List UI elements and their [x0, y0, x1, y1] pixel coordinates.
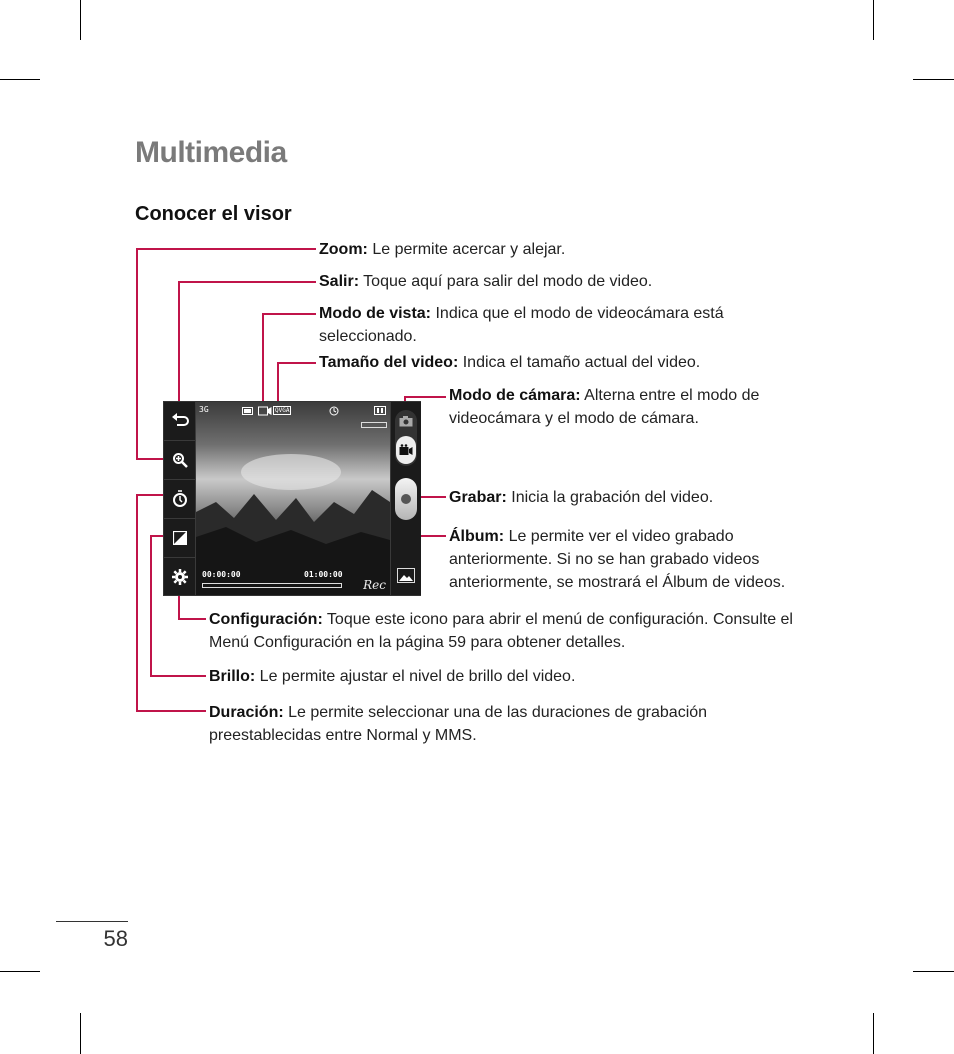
right-toolbar — [390, 402, 421, 595]
callout-configuracion: Configuración: Toque este icono para abrir el menú de configuración. Consulte el Menú Configuración en la página 59 para obtener detalles. — [209, 611, 793, 651]
left-toolbar — [164, 402, 196, 595]
leader-line — [262, 313, 316, 315]
callout-grabar: Grabar: Inicia la grabación del video. — [449, 489, 714, 506]
timer-status-icon — [329, 406, 339, 416]
subsection-title: Conocer el visor — [135, 203, 292, 225]
callout-duracion: Duración: Le permite seleccionar una de las duraciones de grabación preestablecidas entre Normal y MMS. — [209, 704, 708, 744]
leader-line — [136, 248, 316, 250]
crop-mark — [80, 0, 81, 40]
video-size-indicator: QVGA — [275, 407, 290, 414]
callout-modo-vista: Modo de vista: Indica que el modo de videocámara está seleccionado. — [319, 305, 724, 345]
zoom-button[interactable] — [164, 441, 195, 480]
crop-mark — [913, 971, 954, 972]
page-number-rule — [56, 921, 128, 922]
crop-mark — [873, 0, 874, 40]
elapsed-time: 00:00:00 — [202, 570, 241, 579]
leader-line — [178, 281, 180, 411]
recording-level-bar — [361, 422, 387, 428]
image-gallery-icon — [398, 569, 414, 582]
leader-line — [136, 458, 166, 460]
video-mode-knob — [396, 436, 416, 464]
page-number: 58 — [103, 926, 128, 951]
crop-mark — [80, 1013, 81, 1054]
leader-line — [136, 248, 138, 459]
mountain-landscape-image — [196, 402, 390, 595]
section-title: Multimedia — [135, 136, 287, 169]
leader-line — [136, 710, 206, 712]
camera-icon — [399, 416, 413, 427]
zoom-icon — [172, 452, 188, 468]
record-button[interactable] — [395, 478, 417, 520]
callout-zoom: Zoom: Le permite acercar y alejar. — [319, 241, 566, 258]
leader-line — [404, 396, 446, 398]
storage-icon — [374, 406, 386, 415]
network-indicator: 3G — [199, 405, 209, 414]
leader-line — [150, 675, 206, 677]
record-dot-icon — [401, 494, 411, 504]
total-time: 01:00:00 — [304, 570, 343, 579]
recording-progress-bar — [202, 583, 342, 588]
back-arrow-icon — [171, 413, 189, 429]
timer-icon — [172, 490, 188, 508]
duration-button[interactable] — [164, 480, 195, 519]
leader-line — [277, 362, 316, 364]
video-camera-icon — [399, 444, 413, 456]
crop-mark — [913, 79, 954, 80]
crop-mark — [0, 971, 40, 972]
leader-line — [150, 535, 152, 676]
callout-album: Álbum: Le permite ver el video grabado anteriormente. Si no se han grabado videos anteriormente, se mostrará el Álbum de videos. — [449, 528, 786, 591]
video-mode-icon — [258, 406, 272, 416]
album-button[interactable] — [397, 568, 415, 583]
callout-brillo: Brillo: Le permite ajustar el nivel de brillo del video. — [209, 668, 576, 685]
gear-icon — [172, 569, 188, 585]
crop-mark — [873, 1013, 874, 1054]
camera-mode-toggle[interactable] — [395, 410, 417, 466]
crop-mark — [0, 79, 40, 80]
camera-preview — [196, 402, 390, 595]
battery-icon — [242, 407, 254, 415]
callout-tamano: Tamaño del video: Indica el tamaño actual del video. — [319, 354, 701, 371]
rec-label: Rec — [363, 578, 386, 592]
brightness-icon — [173, 531, 187, 545]
settings-button[interactable] — [164, 558, 195, 596]
leader-line — [178, 281, 316, 283]
exit-button[interactable] — [164, 402, 195, 441]
leader-line — [136, 494, 166, 496]
brightness-button[interactable] — [164, 519, 195, 558]
leader-line — [178, 618, 206, 620]
video-viewfinder — [163, 401, 421, 596]
callout-salir: Salir: Toque aquí para salir del modo de video. — [319, 273, 653, 290]
leader-line — [262, 313, 264, 409]
callout-modo-camara: Modo de cámara: Alterna entre el modo de videocámara y el modo de cámara. — [449, 387, 760, 427]
leader-line — [136, 494, 138, 711]
